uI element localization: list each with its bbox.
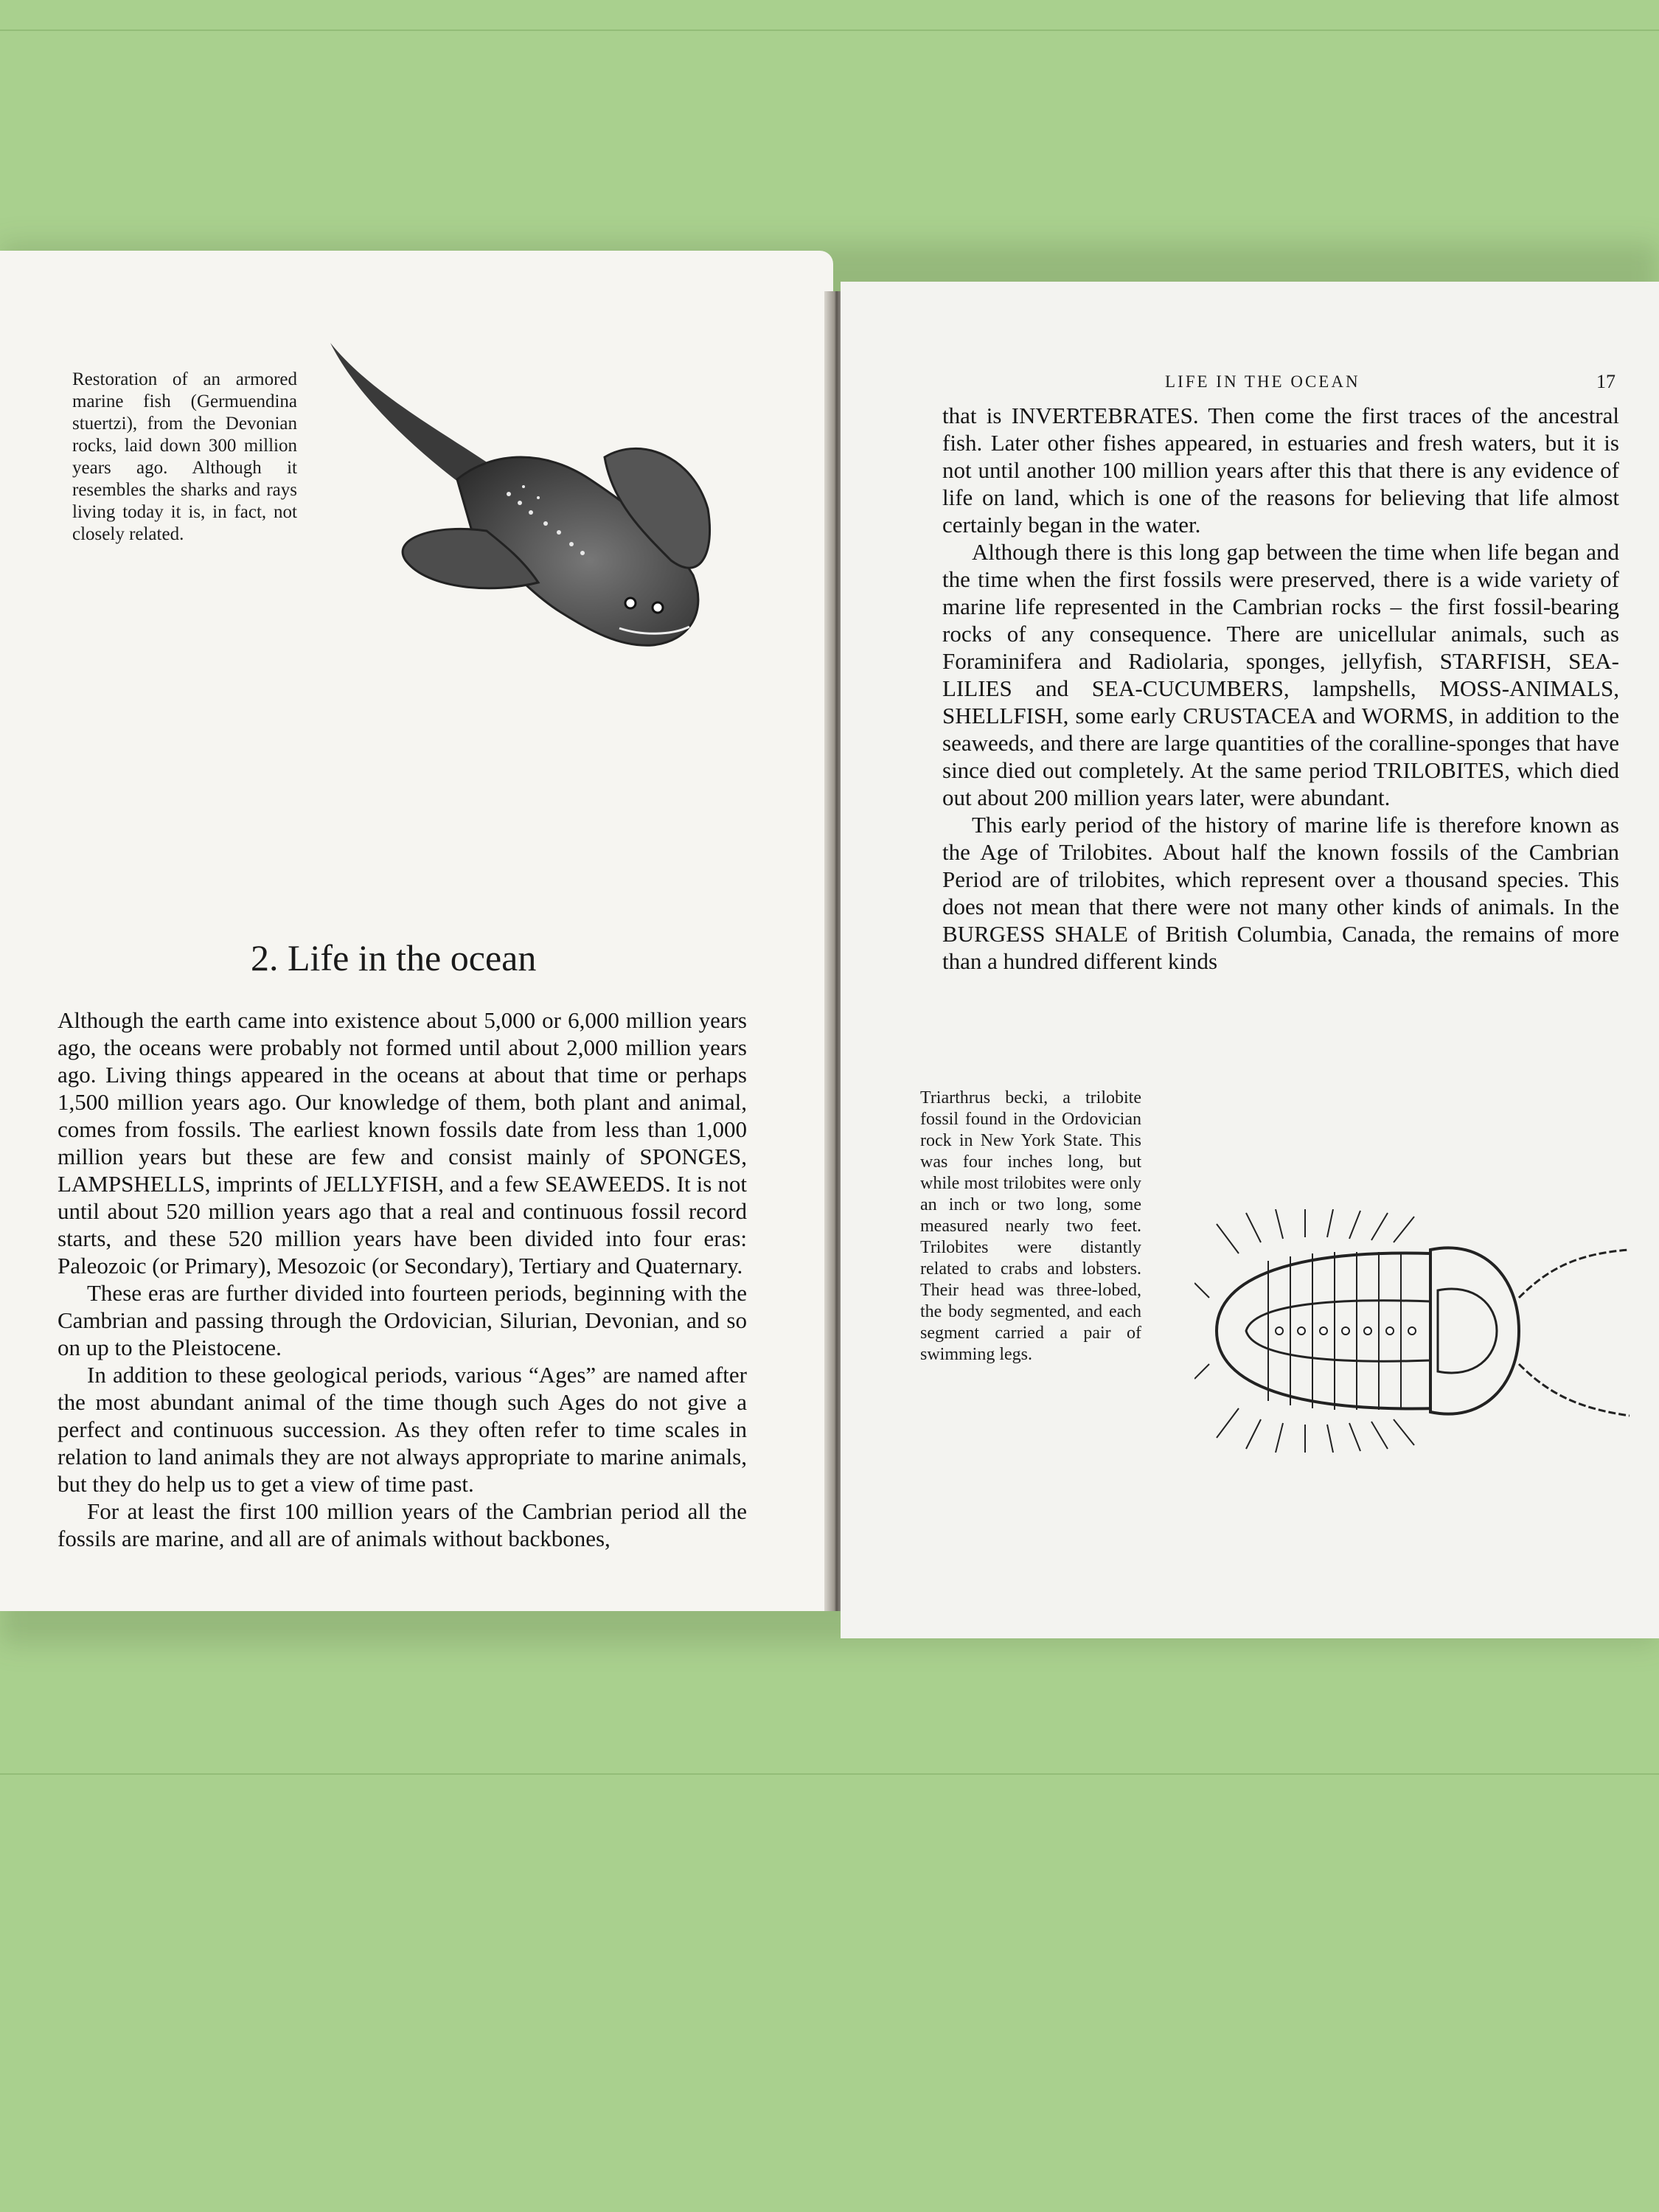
trilobite-antenna-lower	[1519, 1364, 1630, 1416]
table-plank-seam	[0, 1773, 1659, 1775]
left-page-body	[58, 1006, 747, 1552]
fish-caption: Restoration of an armored marine fish (Germuendina stuertzi), from the Devonian rocks, laid down 300 million years ago. Although it resembles the sharks and rays living today it is, in fact, not closely related.	[72, 369, 297, 544]
right-paragraph: Although there is this long gap between the time when life began and the time when the first fossils were preserved, there is a wide variety of marine life represented in the Cambrian rocks – the first fossil-bearing rocks of any consequence. There are unicellular animals, such as Foraminifera and Radiolaria, sponges, jellyfish, STARFISH, SEA-LILIES and SEA-CUCUMBERS, lampshells, MOSS-ANIMALS, SHELLFISH, some early CRUSTACEA and WORMS, in addition to the seaweeds, and there are large quantities of the coralline-sponges that have since died out completely. At the same period TRILOBITES, which died out about 200 million years later, were abundant.	[942, 539, 1619, 810]
left-paragraph: Although the earth came into existence about 5,000 or 6,000 million years ago, the oceans were probably not formed until about 2,000 million years ago. Living things appeared in the oceans at about that time or perhaps 1,500 million years ago. Our knowledge of them, both plant and animal, comes from fossils. The earliest known fossils date from less than 1,000 million years but these are few and consist mainly of SPONGES, LAMPSHELLS, imprints of JELLYFISH, and a few SEAWEEDS. It is not until about 520 million years ago that a real and continuous fossil record starts, and these 520 million years have been divided into four eras: Paleozoic (or Primary), Mesozoic (or Secondary), Tertiary and Quaternary.	[58, 1007, 747, 1279]
running-head: LIFE IN THE OCEAN	[1165, 372, 1360, 391]
trilobite-caption: Triarthrus becki, a trilobite fossil found in the Ordovician rock in New York State. This was four inches long, but while most trilobites were only an inch or two long, some measured nearly two feet. Trilobites were distantly related to crabs and lobsters. Their head was three-lobed, the body segmented, and each segment carried a pair of swimming legs.	[920, 1088, 1141, 1364]
right-page-body	[942, 402, 1619, 975]
left-page	[0, 251, 833, 1611]
right-paragraph: that is INVERTEBRATES. Then come the first traces of the ancestral fish. Later other fishes appeared, in estuaries and fresh waters, but it is not until another 100 million years after this that there is any evidence of life on land, which is one of the reasons for believing that life almost certainly began in the water.	[942, 403, 1619, 538]
trilobite-illustration	[1194, 1209, 1630, 1453]
trilobite-head	[1430, 1248, 1519, 1413]
trilobite-antenna-upper	[1519, 1250, 1630, 1298]
chapter-title: 2. Life in the ocean	[251, 937, 537, 978]
right-paragraph: This early period of the history of marine life is therefore known as the Age of Trilobites. About half the known fossils of the Cambrian Period are of trilobites, which represent over a thousand species. This does not mean that there were not many other kinds of animals. In the BURGESS SHALE of British Columbia, Canada, the remains of more than a hundred different kinds	[942, 812, 1619, 974]
fish-eye-right	[653, 602, 663, 613]
left-paragraph: For at least the first 100 million years of the Cambrian period all the fossils are marine, and all are of animals without backbones,	[58, 1498, 747, 1551]
page-number: 17	[1596, 371, 1615, 392]
left-paragraph: In addition to these geological periods, various “Ages” are named after the most abundant animal of the time though such Ages do not give a perfect and continuous succession. As they often refer to time scales in relation to land animals they are not always appropriate to marine animals, but they do help us to get a view of time past.	[58, 1362, 747, 1497]
left-paragraph: These eras are further divided into fourteen periods, beginning with the Cambrian and passing through the Ordovician, Silurian, Devonian, and so on up to the Pleistocene.	[58, 1280, 747, 1360]
table-plank-seam	[0, 29, 1659, 31]
fish-tail	[330, 343, 490, 487]
armored-fish-illustration	[324, 339, 737, 664]
fish-eye-left	[625, 598, 636, 608]
